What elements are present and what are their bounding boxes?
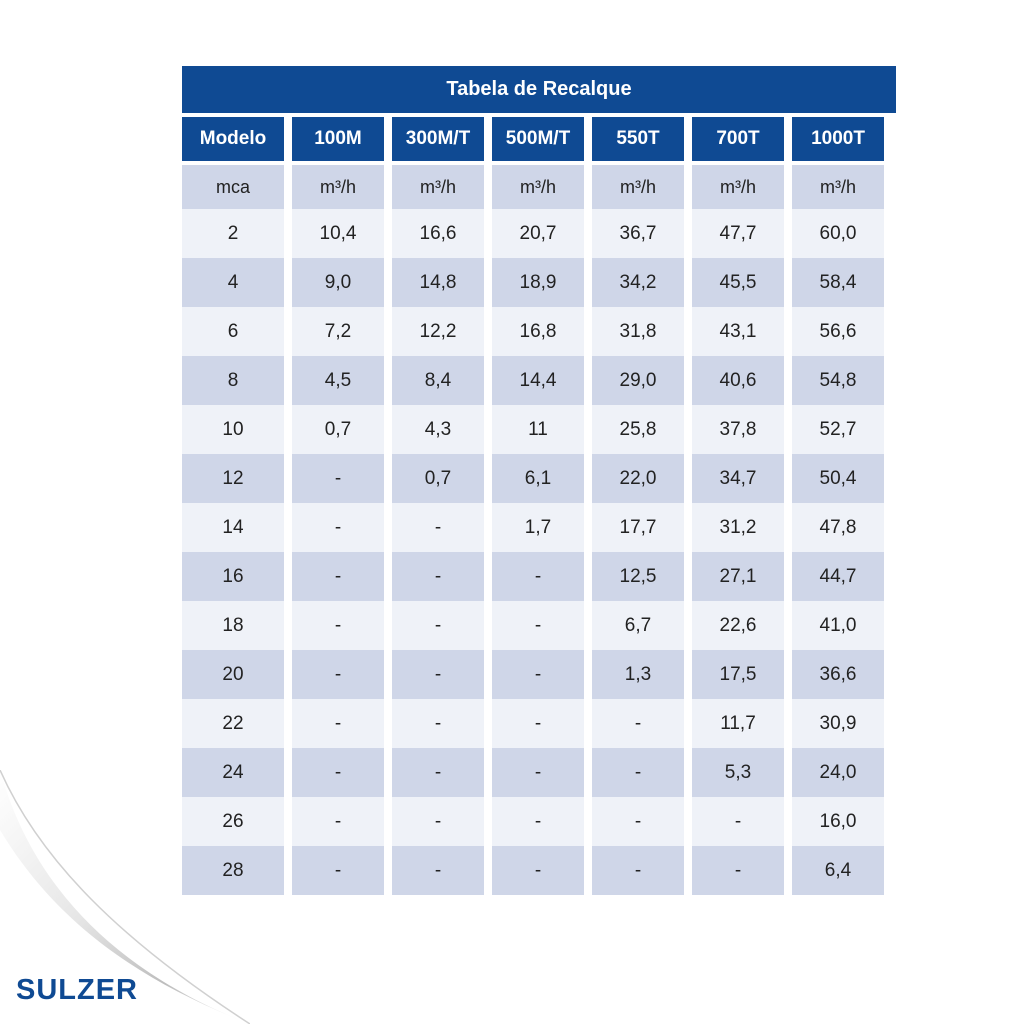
flow-cell: - — [492, 552, 584, 601]
flow-cell: 17,5 — [692, 650, 784, 699]
flow-cell: 27,1 — [692, 552, 784, 601]
flow-cell: 14,8 — [392, 258, 484, 307]
row-mca: 2 — [182, 209, 284, 258]
flow-cell: 30,9 — [792, 699, 884, 748]
flow-cell: - — [592, 748, 684, 797]
flow-cell: - — [492, 748, 584, 797]
row-mca: 8 — [182, 356, 284, 405]
flow-cell: 31,8 — [592, 307, 684, 356]
unit-flow: m³/h — [592, 161, 684, 209]
row-mca: 20 — [182, 650, 284, 699]
flow-cell: 52,7 — [792, 405, 884, 454]
table-row — [182, 552, 884, 601]
table-body — [182, 161, 884, 895]
flow-cell: - — [392, 748, 484, 797]
flow-cell: 16,8 — [492, 307, 584, 356]
flow-cell: 8,4 — [392, 356, 484, 405]
flow-cell: 31,2 — [692, 503, 784, 552]
flow-cell: - — [592, 699, 684, 748]
flow-cell: - — [292, 846, 384, 895]
flow-cell: 1,3 — [592, 650, 684, 699]
table-row — [182, 405, 884, 454]
flow-cell: 22,0 — [592, 454, 684, 503]
flow-cell: 16,6 — [392, 209, 484, 258]
header-modelo: Modelo — [182, 117, 284, 161]
flow-cell: 18,9 — [492, 258, 584, 307]
flow-cell: 56,6 — [792, 307, 884, 356]
flow-cell: 16,0 — [792, 797, 884, 846]
flow-cell: 37,8 — [692, 405, 784, 454]
table-row — [182, 748, 884, 797]
flow-cell: - — [492, 797, 584, 846]
flow-cell: 41,0 — [792, 601, 884, 650]
flow-cell: - — [392, 650, 484, 699]
row-mca: 18 — [182, 601, 284, 650]
flow-cell: - — [592, 797, 684, 846]
recalque-table — [174, 117, 892, 895]
table-row — [182, 209, 884, 258]
unit-flow: m³/h — [492, 161, 584, 209]
flow-cell: 11 — [492, 405, 584, 454]
row-mca: 26 — [182, 797, 284, 846]
flow-cell: - — [592, 846, 684, 895]
flow-cell: 4,5 — [292, 356, 384, 405]
flow-cell: 43,1 — [692, 307, 784, 356]
flow-cell: 47,8 — [792, 503, 884, 552]
flow-cell: - — [292, 503, 384, 552]
table-row — [182, 601, 884, 650]
header-model: 500M/T — [492, 117, 584, 161]
flow-cell: - — [292, 699, 384, 748]
unit-flow: m³/h — [692, 161, 784, 209]
flow-cell: - — [492, 699, 584, 748]
table-row — [182, 454, 884, 503]
flow-cell: - — [292, 748, 384, 797]
row-mca: 28 — [182, 846, 284, 895]
table-row — [182, 307, 884, 356]
header-model: 300M/T — [392, 117, 484, 161]
flow-cell: 7,2 — [292, 307, 384, 356]
flow-cell: 34,7 — [692, 454, 784, 503]
flow-cell: 34,2 — [592, 258, 684, 307]
flow-cell: - — [692, 797, 784, 846]
flow-cell: 40,6 — [692, 356, 784, 405]
row-mca: 16 — [182, 552, 284, 601]
header-model: 100M — [292, 117, 384, 161]
flow-cell: - — [492, 846, 584, 895]
flow-cell: - — [392, 503, 484, 552]
unit-row — [182, 161, 884, 209]
row-mca: 14 — [182, 503, 284, 552]
unit-mca: mca — [182, 161, 284, 209]
flow-cell: - — [392, 699, 484, 748]
table-row — [182, 797, 884, 846]
flow-cell: 44,7 — [792, 552, 884, 601]
flow-cell: 50,4 — [792, 454, 884, 503]
flow-cell: - — [292, 650, 384, 699]
flow-cell: 36,7 — [592, 209, 684, 258]
unit-flow: m³/h — [292, 161, 384, 209]
row-mca: 4 — [182, 258, 284, 307]
flow-cell: 22,6 — [692, 601, 784, 650]
flow-cell: 24,0 — [792, 748, 884, 797]
flow-cell: 17,7 — [592, 503, 684, 552]
unit-flow: m³/h — [792, 161, 884, 209]
flow-cell: - — [392, 601, 484, 650]
flow-cell: 0,7 — [392, 454, 484, 503]
flow-cell: - — [292, 552, 384, 601]
flow-cell: 25,8 — [592, 405, 684, 454]
flow-cell: 45,5 — [692, 258, 784, 307]
flow-cell: 12,2 — [392, 307, 484, 356]
flow-cell: 0,7 — [292, 405, 384, 454]
flow-cell: - — [692, 846, 784, 895]
flow-cell: 6,7 — [592, 601, 684, 650]
flow-cell: - — [292, 797, 384, 846]
pump-table — [182, 66, 896, 895]
flow-cell: 58,4 — [792, 258, 884, 307]
flow-cell: - — [392, 797, 484, 846]
header-model: 1000T — [792, 117, 884, 161]
flow-cell: 6,1 — [492, 454, 584, 503]
table-row — [182, 503, 884, 552]
flow-cell: 29,0 — [592, 356, 684, 405]
flow-cell: 47,7 — [692, 209, 784, 258]
flow-cell: 6,4 — [792, 846, 884, 895]
row-mca: 22 — [182, 699, 284, 748]
flow-cell: - — [492, 601, 584, 650]
flow-cell: 10,4 — [292, 209, 384, 258]
flow-cell: 14,4 — [492, 356, 584, 405]
flow-cell: 54,8 — [792, 356, 884, 405]
flow-cell: 1,7 — [492, 503, 584, 552]
flow-cell: 36,6 — [792, 650, 884, 699]
unit-flow: m³/h — [392, 161, 484, 209]
table-row — [182, 356, 884, 405]
flow-cell: - — [292, 601, 384, 650]
flow-cell: 20,7 — [492, 209, 584, 258]
table-title: Tabela de Recalque — [182, 66, 896, 113]
sulzer-logo: SULZER — [16, 974, 138, 1006]
flow-cell: 60,0 — [792, 209, 884, 258]
table-row — [182, 258, 884, 307]
flow-cell: 4,3 — [392, 405, 484, 454]
flow-cell: 11,7 — [692, 699, 784, 748]
table-row — [182, 699, 884, 748]
table-row — [182, 846, 884, 895]
header-model: 700T — [692, 117, 784, 161]
header-model: 550T — [592, 117, 684, 161]
flow-cell: - — [392, 846, 484, 895]
header-row — [182, 117, 884, 161]
flow-cell: - — [392, 552, 484, 601]
flow-cell: - — [492, 650, 584, 699]
row-mca: 10 — [182, 405, 284, 454]
flow-cell: 12,5 — [592, 552, 684, 601]
table-row — [182, 650, 884, 699]
row-mca: 6 — [182, 307, 284, 356]
row-mca: 24 — [182, 748, 284, 797]
row-mca: 12 — [182, 454, 284, 503]
flow-cell: 5,3 — [692, 748, 784, 797]
flow-cell: - — [292, 454, 384, 503]
flow-cell: 9,0 — [292, 258, 384, 307]
